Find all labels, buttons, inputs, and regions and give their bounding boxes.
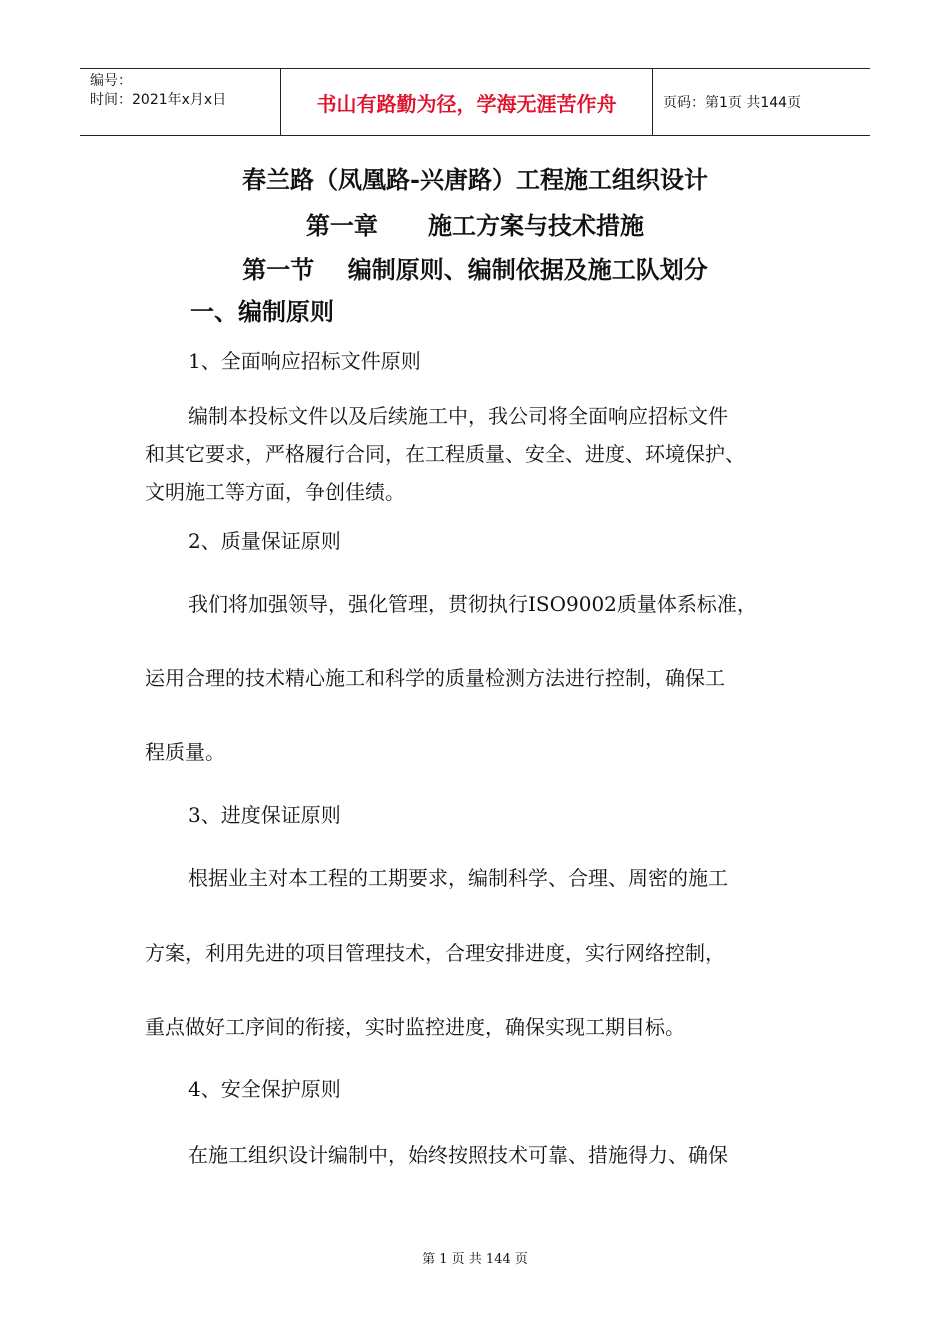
- paragraph-line: 运用合理的技术精心施工和科学的质量检测方法进行控制，确保工: [145, 666, 725, 690]
- paragraph-heading: 4、安全保护原则: [188, 1077, 341, 1101]
- section-heading: 第一节 编制原则、编制依据及施工队划分: [242, 255, 708, 284]
- header-page-code: 页码：第1页 共144页: [663, 95, 802, 111]
- paragraph-line: 重点做好工序间的衔接，实时监控进度，确保实现工期目标。: [145, 1015, 685, 1039]
- paragraph-line: 方案，利用先进的项目管理技术，合理安排进度，实行网络控制，: [145, 941, 725, 965]
- page-footer: 第 1 页 共 144 页: [422, 1252, 528, 1267]
- subsection-heading: 一、编制原则: [190, 297, 334, 326]
- paragraph-heading: 2、质量保证原则: [188, 529, 341, 553]
- header-table: [80, 68, 870, 136]
- paragraph-line: 文明施工等方面，争创佳绩。: [145, 480, 405, 504]
- paragraph-line: 我们将加强领导，强化管理，贯彻执行ISO9002质量体系标准，: [188, 592, 757, 616]
- paragraph-heading: 3、进度保证原则: [188, 803, 341, 827]
- paragraph-line: 和其它要求，严格履行合同，在工程质量、安全、进度、环境保护、: [145, 442, 745, 466]
- paragraph-heading: 1、全面响应招标文件原则: [188, 349, 421, 373]
- doc-time-label: 时间：2021年x月x日: [90, 92, 227, 108]
- paragraph-line: 在施工组织设计编制中，始终按照技术可靠、措施得力、确保: [188, 1143, 728, 1167]
- doc-number-label: 编号：: [90, 73, 132, 89]
- header-motto: 书山有路勤为径，学海无涯苦作舟: [281, 69, 653, 135]
- header-left-cell: [80, 69, 281, 135]
- chapter-heading: 第一章 施工方案与技术措施: [305, 211, 645, 240]
- paragraph-line: 根据业主对本工程的工期要求，编制科学、合理、周密的施工: [188, 866, 728, 890]
- doc-title: 春兰路（凤凰路-兴唐路）工程施工组织设计: [242, 165, 708, 194]
- paragraph-line: 编制本投标文件以及后续施工中，我公司将全面响应招标文件: [188, 404, 728, 428]
- paragraph-line: 程质量。: [145, 740, 225, 764]
